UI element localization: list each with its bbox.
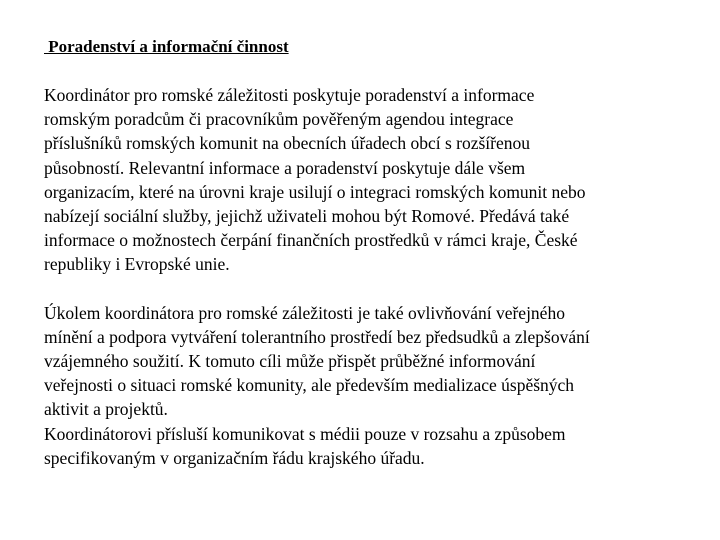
paragraph-spacer [44,277,704,301]
text-line: mínění a podpora vytváření tolerantního prostředí bez předsudků a zlepšování [44,326,590,347]
paragraph-3 [44,422,704,470]
text-line: organizacím, které na úrovni kraje usilují o integraci romských komunit nebo [44,181,586,202]
text-line: nabízejí sociální služby, jejichž uživateli mohou být Romové. Předává také [44,206,570,227]
text-line: vzájemného soužití. K tomuto cíli může přispět průběžné informování [44,351,536,372]
text-line: informace o možnostech čerpání finančních prostředků v rámci kraje, České [44,230,578,251]
text-line: příslušníků romských komunit na obecních úřadech obcí s rozšířenou [44,133,531,154]
text-line: aktivit a projektů. [44,399,168,420]
paragraph-1 [44,83,704,277]
text-line: působností. Relevantní informace a poradenství poskytuje dále všem [44,157,526,178]
text-line: republiky i Evropské unie. [44,254,230,275]
text-line: Koordinátor pro romské záležitosti poskytuje poradenství a informace [44,85,535,105]
text-line: specifikovaným v organizačním řádu krajského úřadu. [44,447,425,468]
paragraph-2 [44,301,704,422]
body-text [44,83,704,470]
page-title: Poradenství a informační činnost [44,37,289,56]
text-line: veřejnosti o situaci romské komunity, ale především medializace úspěšných [44,375,575,396]
text-line: Úkolem koordinátora pro romské záležitosti je také ovlivňování veřejného [44,302,565,323]
text-line: romským poradcům či pracovníkům pověřeným agendou integrace [44,109,514,130]
text-line: Koordinátorovi přísluší komunikovat s médii pouze v rozsahu a způsobem [44,423,566,444]
